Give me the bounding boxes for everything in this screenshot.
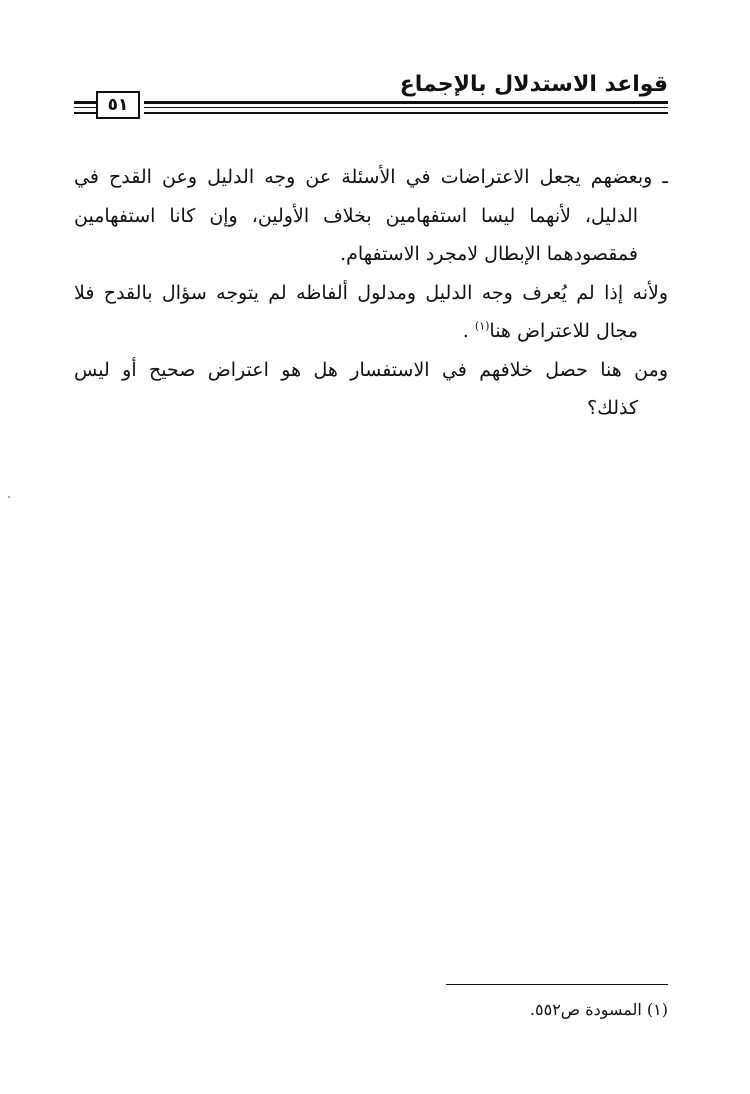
paragraph-2-line-2-wrap <box>74 312 668 351</box>
header-rule-left-top <box>74 101 96 104</box>
paragraph-2-line-2: مجال للاعتراض هنا <box>489 320 638 342</box>
paragraph-1-line-3: فمقصودهما الإبطال لامجرد الاستفهام. <box>340 243 638 265</box>
header-rule-top <box>144 101 668 104</box>
paragraph-1 <box>74 158 668 274</box>
footnote: (١) المسودة ص٥٥٢. <box>529 1000 668 1019</box>
footnote-separator <box>446 984 668 985</box>
page-number: ٥١ <box>107 95 129 115</box>
paragraph-1-line-1: ـ وبعضهم يجعل الاعتراضات في الأسئلة عن وجه الدليل وعن القدح في <box>74 166 668 188</box>
paragraph-2-line-2-end: . <box>462 320 475 342</box>
body-text <box>74 158 668 428</box>
header-rule-bottom <box>144 112 668 114</box>
page-number-box <box>96 91 140 119</box>
header-rule-left-bottom <box>74 112 96 114</box>
paragraph-3-line-1: ومن هنا حصل خلافهم في الاستفسار هل هو اعتراض صحيح أو ليس <box>74 358 668 381</box>
running-title: قواعد الاستدلال بالإجماع <box>399 72 668 97</box>
header-rule-middle <box>144 107 668 108</box>
paragraph-3 <box>74 351 668 428</box>
footnote-reference: (١) <box>474 319 490 333</box>
paragraph-3-line-2: كذلك؟ <box>587 397 638 419</box>
paragraph-2-line-1: ولأنه إذا لم يُعرف وجه الدليل ومدلول ألفاظه لم يتوجه سؤال بالقدح فلا <box>74 281 668 304</box>
paragraph-2 <box>74 274 668 351</box>
header-rule-left-middle <box>74 107 96 108</box>
paragraph-1-line-2: الدليل، لأنهما ليسا استفهامين بخلاف الأولين، وإن كانا استفهامين <box>74 204 638 227</box>
scan-speck <box>8 496 10 498</box>
